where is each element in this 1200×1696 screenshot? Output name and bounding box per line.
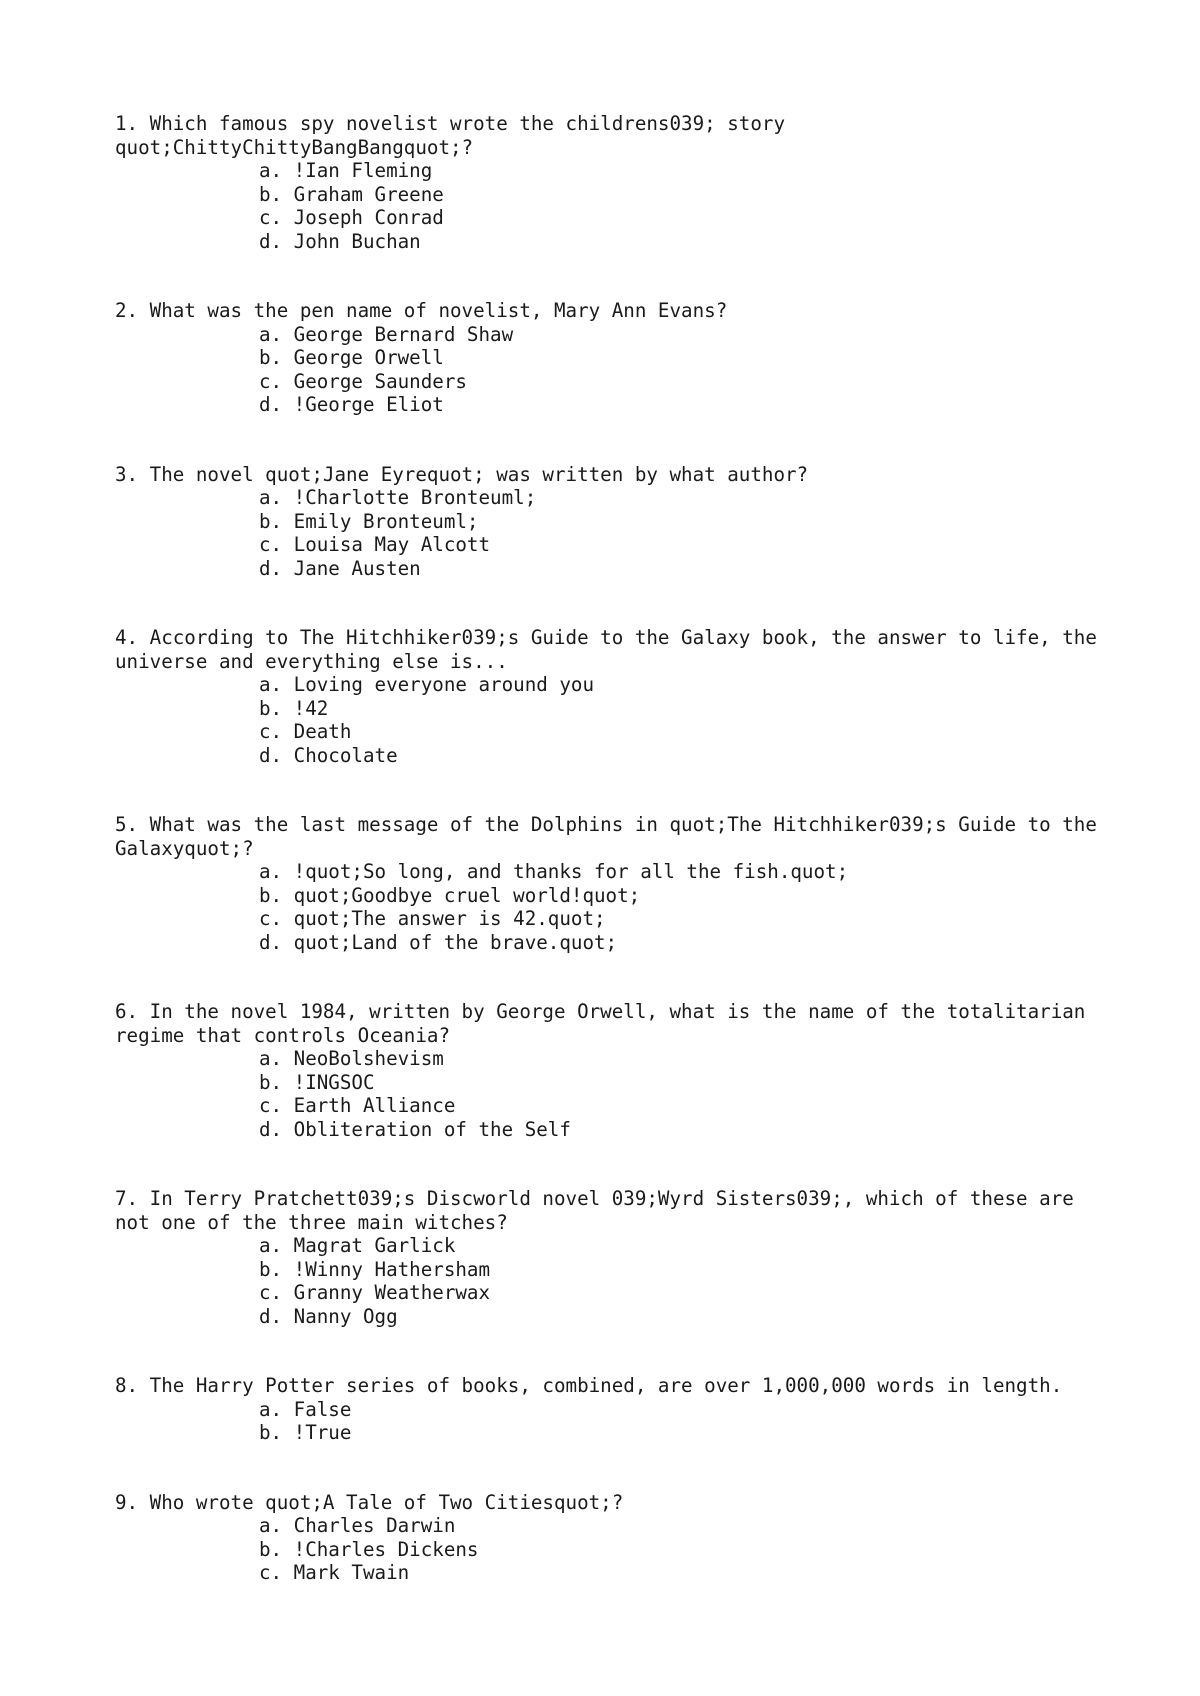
- answer-option: d. Obliteration of the Self: [259, 1117, 571, 1141]
- answer-option: a. Loving everyone around you: [259, 673, 595, 696]
- answer-option: b. quot;Goodbye cruel world!quot;: [259, 883, 641, 907]
- answer-option: a. !Charlotte Bronteuml;: [259, 486, 537, 509]
- answer-option: a. !Ian Fleming: [259, 159, 433, 182]
- answer-option: c. Death: [259, 720, 352, 743]
- answer-option: d. quot;Land of the brave.quot;: [259, 930, 618, 954]
- answer-option: a. False: [259, 1397, 352, 1421]
- answer-options: [115, 1514, 1115, 1585]
- answer-option: c. Joseph Conrad: [259, 206, 444, 229]
- answer-option: c. George Saunders: [259, 369, 467, 393]
- answer-option: c. Granny Weatherwax: [259, 1281, 491, 1304]
- question-text: 8. The Harry Potter series of books, combined, are over 1,000,000 words in length.: [115, 1374, 1063, 1397]
- question-text: 1. Which famous spy novelist wrote the childrens039; story quot;ChittyChittyBangBangquot;?: [115, 112, 797, 159]
- quiz-content: [115, 112, 1115, 1631]
- answer-options: [115, 1234, 1115, 1328]
- question-text: 7. In Terry Pratchett039;s Discworld novel 039;Wyrd Sisters039;, which of these are not one of the three main witches?: [115, 1187, 1086, 1234]
- answer-option: c. Louisa May Alcott: [259, 533, 491, 556]
- answer-option: b. !Winny Hathersham: [259, 1257, 491, 1281]
- answer-option: a. Magrat Garlick: [259, 1234, 456, 1257]
- answer-option: b. !True: [259, 1421, 352, 1444]
- answer-option: c. Mark Twain: [259, 1561, 410, 1584]
- answer-option: a. !quot;So long, and thanks for all the fish.quot;: [259, 860, 849, 883]
- question-6: [115, 1000, 1115, 1141]
- answer-options: [115, 1398, 1115, 1445]
- answer-option: b. !INGSOC: [259, 1070, 375, 1094]
- answer-option: b. George Orwell: [259, 346, 444, 369]
- answer-option: a. NeoBolshevism: [259, 1047, 444, 1070]
- answer-options: [115, 323, 1115, 417]
- question-text: 6. In the novel 1984, written by George Orwell, what is the name of the totalitarian regime that controls Oceania?: [115, 1000, 1097, 1047]
- answer-option: a. Charles Darwin: [259, 1514, 456, 1537]
- question-text: 5. What was the last message of the Dolphins in quot;The Hitchhiker039;s Guide to the Galaxyquot;?: [115, 813, 1109, 860]
- question-text: 2. What was the pen name of novelist, Mary Ann Evans?: [115, 299, 728, 322]
- question-9: [115, 1491, 1115, 1585]
- answer-option: d. Jane Austen: [259, 556, 421, 580]
- answer-options: [115, 860, 1115, 954]
- answer-option: d. Chocolate: [259, 743, 398, 767]
- question-1: [115, 112, 1115, 253]
- answer-option: d. !George Eliot: [259, 393, 444, 416]
- answer-option: c. quot;The answer is 42.quot;: [259, 907, 606, 930]
- answer-option: b. Graham Greene: [259, 182, 444, 206]
- question-7: [115, 1187, 1115, 1328]
- answer-options: [115, 159, 1115, 253]
- answer-option: d. Nanny Ogg: [259, 1304, 398, 1328]
- question-3: [115, 463, 1115, 581]
- question-text: 9. Who wrote quot;A Tale of Two Citiesquot;?: [115, 1490, 624, 1514]
- question-5: [115, 813, 1115, 954]
- answer-option: b. !Charles Dickens: [259, 1537, 479, 1561]
- question-text: 4. According to The Hitchhiker039;s Guide to the Galaxy book, the answer to life, the universe and everything else is...: [115, 626, 1109, 673]
- answer-options: [115, 486, 1115, 580]
- answer-option: c. Earth Alliance: [259, 1094, 456, 1117]
- answer-options: [115, 1047, 1115, 1141]
- question-2: [115, 299, 1115, 417]
- answer-options: [115, 673, 1115, 767]
- answer-option: b. !42: [259, 696, 329, 720]
- question-8: [115, 1374, 1115, 1445]
- answer-option: b. Emily Bronteuml;: [259, 509, 479, 533]
- question-text: 3. The novel quot;Jane Eyrequot; was written by what author?: [115, 462, 809, 486]
- question-4: [115, 626, 1115, 767]
- answer-option: d. John Buchan: [259, 229, 421, 253]
- answer-option: a. George Bernard Shaw: [259, 322, 514, 346]
